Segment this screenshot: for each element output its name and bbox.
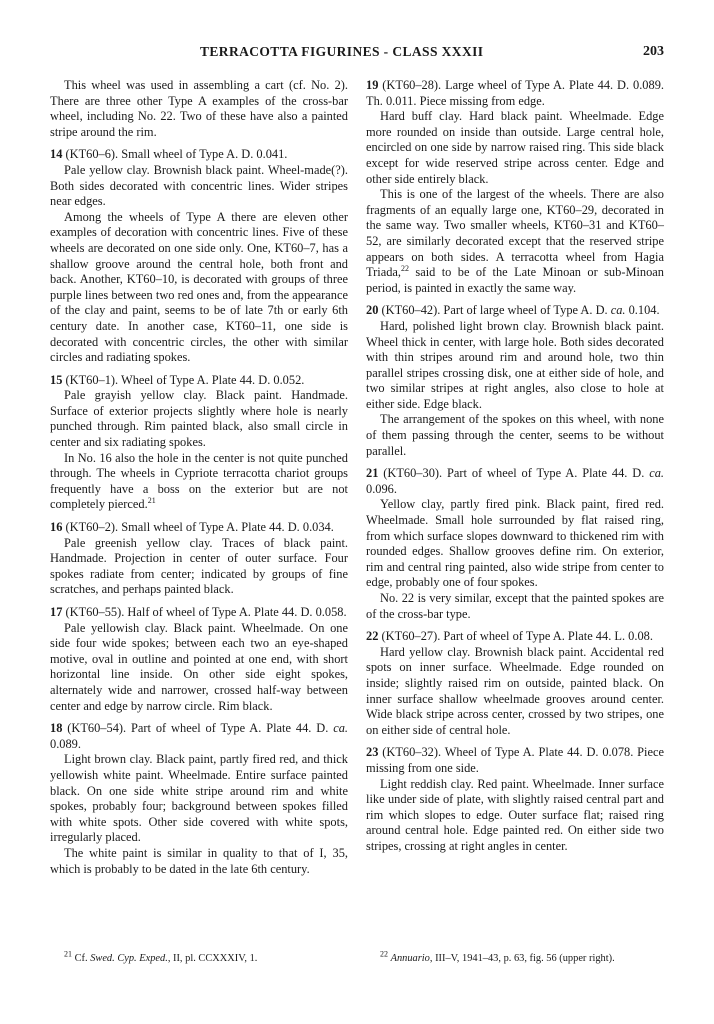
catalog-entry-20 (366, 303, 664, 459)
catalog-entry-14 (50, 147, 348, 365)
catalog-entry-19 (366, 78, 664, 296)
entry-number: 19 (366, 78, 379, 92)
entry-heading-text: (KT60–54). Part of wheel of Type A. Plate 44. D. (62, 721, 334, 736)
entry-number: 15 (50, 372, 63, 387)
entry-description: Yellow clay, partly fired pink. Black paint, fired red. Wheelmade. Small hole surrounded by flat raised ring, from which surface slopes downward to thickened rim with rounded edges. Shallow grooves define rim. On exterior, rim and central ring painted, also wide stripe from center to edge, probably one of four spokes. (366, 497, 664, 590)
left-column (50, 78, 348, 877)
entry-description: Pale grayish yellow clay. Black paint. Handmade. Surface of exterior projects slightly where hole is nearly punched through. Rim painted black, also small circle in center and six radiating spokes. (50, 388, 348, 450)
entry-commentary (366, 187, 664, 296)
entry-heading (50, 605, 348, 621)
page-number: 203 (643, 44, 664, 59)
entry-description: Pale greenish yellow clay. Traces of black paint. Handmade. Projection in center of outer surface. Four spokes radiate from center; indicated by groups of fine scratches, and perhaps painted black. (50, 535, 348, 597)
footnote-ref: 22 (401, 264, 409, 273)
entry-heading (50, 147, 348, 163)
entry-heading-text: (KT60–27). Part of wheel of Type A. Plate 44. L. 0.08. (378, 629, 653, 644)
entry-number: 16 (50, 520, 63, 535)
entry-number: 21 (366, 466, 379, 481)
footnote-title: Annuario (390, 953, 430, 964)
entry-description: Light brown clay. Black paint, partly fired red, and thick yellowish white paint. Wheelmade. Entire surface painted black. On one side white stripe around rim and white spokes, probably four; background between spokes filled with white spots. Other side covered with white spots, irregularly placed. (50, 752, 348, 845)
footnote-text: Cf. (72, 953, 91, 964)
entry-heading (366, 629, 664, 645)
entry-heading (366, 303, 664, 319)
entry-heading (366, 745, 664, 776)
entry-heading-text: 0.089. (50, 736, 81, 751)
circa-abbrev: ca. (610, 303, 626, 318)
entry-number: 23 (366, 745, 379, 760)
entry-heading (50, 520, 348, 536)
entry-heading-text: 0.096. (366, 481, 397, 496)
entry-heading-text: (KT60–32). Wheel of Type A. Plate 44. D. 0.078. Piece missing from one side. (366, 745, 664, 775)
entry-heading-text: 0.104. (625, 303, 660, 318)
entry-heading-text: (KT60–6). Small wheel of Type A. D. 0.041. (62, 147, 288, 162)
entry-heading-text: (KT60–30). Part of wheel of Type A. Plate 44. D. (378, 466, 650, 481)
entry-description: Pale yellow clay. Brownish black paint. Wheel-made(?). Both sides decorated with concentric lines. Wider stripes near edges. (50, 162, 348, 209)
entry-heading (366, 78, 664, 109)
entry-description: Hard buff clay. Hard black paint. Wheelmade. Edge more rounded on inside than outside. Large central hole, encircled on one side by narrow raised ring. This side black except for wide reserved stripe across center. Edge and other side entirely black. (366, 109, 664, 186)
running-head: TERRACOTTA FIGURINES - CLASS XXXII (200, 44, 484, 59)
entry-heading (50, 721, 348, 752)
footnote-21 (64, 949, 348, 965)
entry-description: Hard, polished light brown clay. Brownish black paint. Wheel thick in center, with large hole. Both sides decorated with thin stripes around rim and around hole, two thin parallel stripes crossing disk, one at either side of hole, and two similar stripes at right angles, also close to hole at either side. Edge black. (366, 318, 664, 411)
entry-heading-text: (KT60–42). Part of large wheel of Type A. D. (378, 303, 611, 318)
entry-number: 22 (366, 629, 379, 644)
catalog-entry-16 (50, 520, 348, 598)
entry-heading-text: (KT60–2). Small wheel of Type A. Plate 44. D. 0.034. (62, 520, 334, 535)
entry-number: 18 (50, 721, 63, 736)
page-header (50, 44, 664, 64)
catalog-entry-22 (366, 629, 664, 738)
entry-heading-text: (KT60–55). Half of wheel of Type A. Plate 44. D. 0.058. (62, 605, 347, 619)
right-column (366, 78, 664, 855)
entry-heading (50, 373, 348, 389)
entry-commentary-text: said to be of the Late Minoan or sub-Minoan period, is painted in exactly the same way. (366, 265, 664, 295)
entry-description: Hard yellow clay. Brownish black paint. Accidental red spots on inner surface. Wheelmade. Edge rounded on inside; slightly raised rim on outside, painted black. On inner surface shallow wheelmade grooves around center. Wide black stripe across center, crossed by two stripes, one on either side of central hole. (366, 644, 664, 737)
catalog-entry-21 (366, 466, 664, 622)
entry-heading (366, 466, 664, 497)
entry-description: Pale yellowish clay. Black paint. Wheelmade. On one side four wide spokes; between each two an eye-shaped motive, oval in outline and pointed at one end, with short horizontal line inside. On other side eight spokes, alternately wide and narrower, crossed half-way between center and edge by narrow circle. Rim black. (50, 620, 348, 713)
catalog-entry-23 (366, 745, 664, 854)
footnote-number: 22 (380, 949, 388, 959)
circa-abbrev: ca. (649, 466, 664, 481)
footnote-text: , III–V, 1941–43, p. 63, fig. 56 (upper right). (429, 953, 615, 964)
entry-commentary: No. 22 is very similar, except that the painted spokes are of the cross-bar type. (366, 591, 664, 621)
footnote-ref: 21 (147, 496, 156, 506)
catalog-entry-18 (50, 721, 348, 877)
intro-paragraph: This wheel was used in assembling a cart (cf. No. 2). There are three other Type A examples of the cross-bar wheel, including No. 22. Two of these have also a painted stripe around the rim. (50, 78, 348, 139)
entry-commentary: The white paint is similar in quality to that of I, 35, which is probably to be dated in the late 6th century. (50, 845, 348, 876)
entry-description: Light reddish clay. Red paint. Wheelmade. Inner surface like under side of plate, with slightly raised central part and rim which slopes to edge. Outer surface flat; raised ring around central hole. Edge painted red. On either side two stripes, crossing at right angles in center. (366, 776, 664, 853)
entry-commentary: Among the wheels of Type A there are eleven other examples of decoration with concentric lines. Five of these wheels are decorated on one side only. One, KT60–7, has a shallow groove around the central hole, both front and back. Another, KT60–10, is decorated with groups of three purple lines between two red ones and, from the appearance of the clay and paint, seems to be of late 7th or early 6th century date. In another case, KT60–11, one side is decorated with concentric circles, the other with similar circles and radiating spokes. (50, 209, 348, 365)
entry-commentary-text: This is one of the largest of the wheels. There are also fragments of an equally large one, KT60–29, decorated in the same way. Two smaller wheels, KT60–31 and KT60–52, are similarly decorated except that the reserved stripe appears on both sides. A terracotta wheel from Hagia Triada, (366, 187, 664, 280)
entry-number: 17 (50, 605, 63, 619)
footnote-title: Swed. Cyp. Exped. (90, 953, 168, 964)
entry-heading-text: (KT60–28). Large wheel of Type A. Plate 44. D. 0.089. Th. 0.011. Piece missing from edge. (366, 78, 664, 108)
circa-abbrev: ca. (333, 721, 348, 736)
footnote-number: 21 (64, 949, 72, 959)
entry-number: 14 (50, 147, 63, 162)
entry-commentary (50, 451, 348, 513)
catalog-entry-17 (50, 605, 348, 714)
entry-commentary-text: In No. 16 also the hole in the center is not quite punched through. The wheels in Cypriote terracotta chariot groups frequently have a boss on the exterior but are not completely pierced. (50, 450, 348, 512)
entry-number: 20 (366, 303, 379, 318)
entry-commentary: The arrangement of the spokes on this wheel, with none of them passing through the center, seems to be without parallel. (366, 412, 664, 458)
catalog-entry-15 (50, 373, 348, 513)
footnote-text: , II, pl. CCXXXIV, 1. (167, 953, 258, 964)
footnote-22 (380, 949, 664, 965)
entry-heading-text: (KT60–1). Wheel of Type A. Plate 44. D. 0.052. (62, 372, 305, 387)
